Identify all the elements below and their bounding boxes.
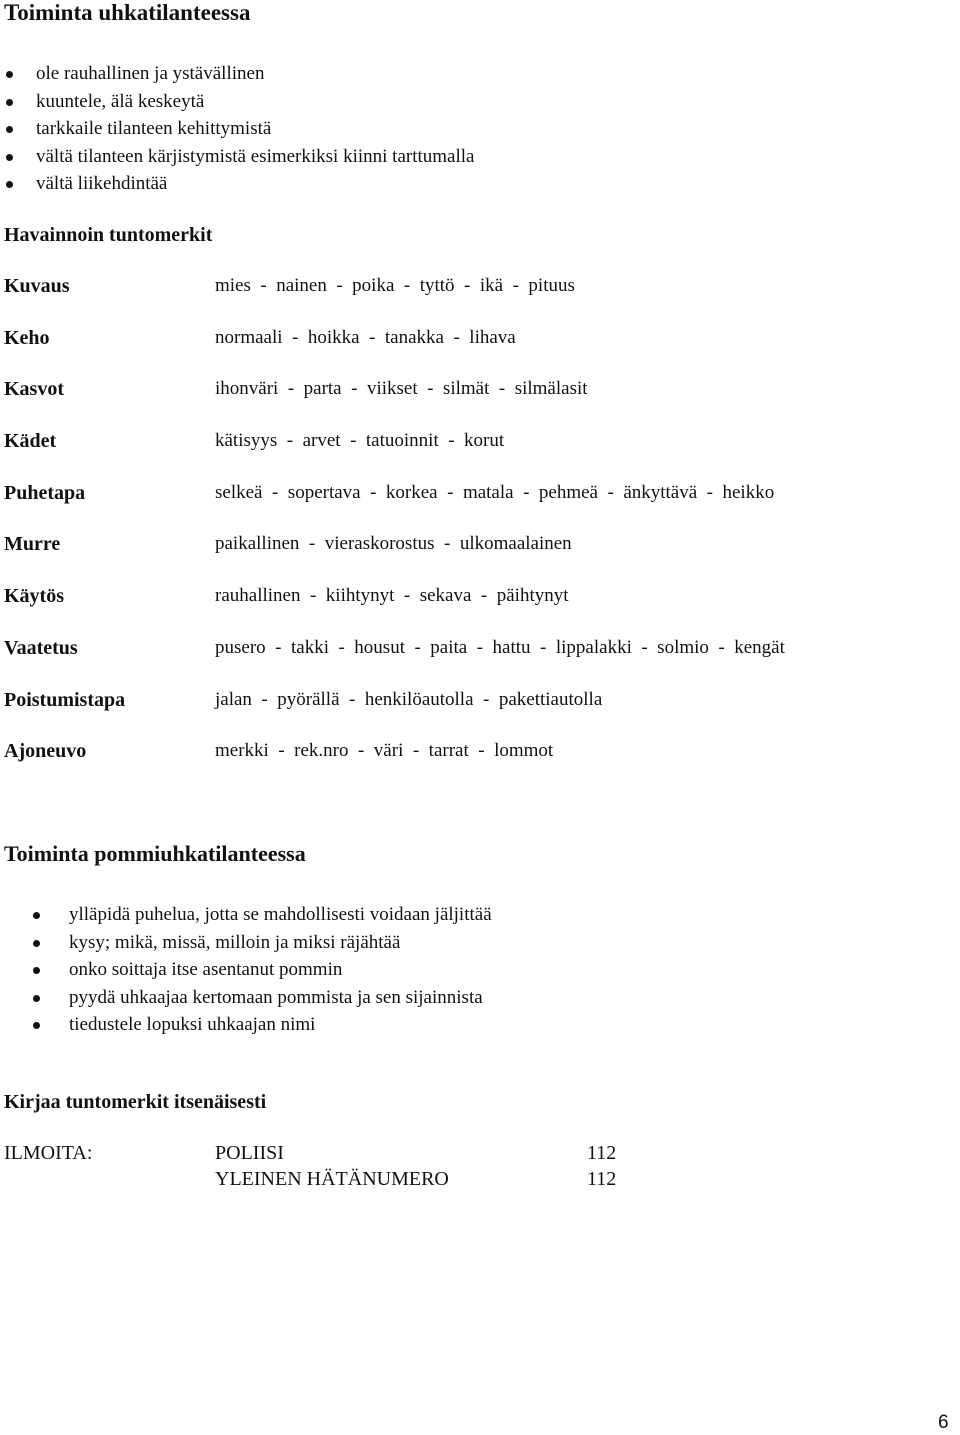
list-item	[36, 60, 474, 88]
bullet-icon	[33, 995, 40, 1002]
row-label: Käytös	[4, 585, 64, 608]
bullet-icon	[33, 940, 40, 947]
row-value: ihonväri - parta - viikset - silmät - silmälasit	[215, 378, 588, 400]
list-item-text: pyydä uhkaajaa kertomaan pommista ja sen sijainnista	[69, 986, 483, 1008]
list-item-text: tarkkaile tilanteen kehittymistä	[36, 118, 272, 139]
list-item-text: onko soittaja itse asentanut pommin	[69, 959, 343, 980]
list-item-text: ole rauhallinen ja ystävällinen	[36, 63, 265, 84]
row-label: Ajoneuvo	[4, 740, 87, 763]
table-row	[0, 737, 960, 789]
row-label: Murre	[4, 533, 61, 556]
list-item-text: kuuntele, älä keskeytä	[36, 90, 205, 112]
list-item	[36, 143, 474, 171]
table-row	[0, 479, 960, 531]
list-item-text: kysy; mikä, missä, milloin ja miksi räjähtää	[69, 931, 401, 953]
bullet-icon	[33, 967, 40, 974]
row-label: Puhetapa	[4, 481, 86, 504]
list-item	[36, 170, 474, 198]
table-row	[0, 427, 960, 479]
row-label: Keho	[4, 326, 50, 349]
notify-number: 112	[587, 1168, 617, 1190]
table-row	[0, 324, 960, 376]
list-item-text: ylläpidä puhelua, jotta se mahdollisesti voidaan jäljittää	[69, 904, 492, 925]
bullet-icon	[33, 1022, 40, 1029]
notify-label: ILMOITA:	[4, 1142, 93, 1164]
row-label: Kuvaus	[4, 275, 70, 297]
notify-name: POLIISI	[215, 1142, 284, 1164]
list-item	[69, 956, 492, 984]
notify-number: 112	[587, 1142, 617, 1164]
bullet-icon	[6, 71, 13, 78]
list-item	[69, 984, 492, 1012]
row-label: Poistumistapa	[4, 688, 126, 711]
row-value: pusero - takki - housut - paita - hattu - lippalakki - solmio - kengät	[215, 636, 785, 658]
bullet-icon	[6, 154, 13, 161]
section-title-observation: Havainnoin tuntomerkit	[4, 224, 213, 246]
row-value: rauhallinen - kiihtynyt - sekava - päihtynyt	[215, 585, 569, 607]
table-row	[0, 582, 960, 634]
bullet-icon	[33, 912, 40, 919]
row-value: normaali - hoikka - tanakka - lihava	[215, 326, 516, 348]
table-row	[0, 530, 960, 582]
bullet-icon	[6, 99, 13, 106]
row-value: paikallinen - vieraskorostus - ulkomaalainen	[215, 533, 572, 555]
table-row	[0, 375, 960, 427]
row-value: kätisyys - arvet - tatuoinnit - korut	[215, 430, 505, 452]
bullet-icon	[6, 181, 13, 188]
row-value: mies - nainen - poika - tyttö - ikä - pituus	[215, 275, 575, 296]
list-item	[69, 929, 492, 957]
bullet-icon	[6, 126, 13, 133]
table-row	[0, 272, 960, 324]
section-title-bomb-threat: Toiminta pommiuhkatilanteessa	[4, 841, 306, 866]
row-value: jalan - pyörällä - henkilöautolla - pakettiautolla	[215, 688, 603, 710]
list-item	[69, 901, 492, 929]
section-title-threat: Toiminta uhkatilanteessa	[4, 0, 251, 25]
notify-name: YLEINEN HÄTÄNUMERO	[215, 1168, 449, 1190]
threat-actions-list	[36, 60, 474, 198]
list-item-text: vältä liikehdintää	[36, 173, 168, 194]
page-number: 6	[938, 1412, 949, 1433]
table-row	[0, 686, 960, 738]
row-value: merkki - rek.nro - väri - tarrat - lommot	[215, 740, 554, 762]
section-title-record: Kirjaa tuntomerkit itsenäisesti	[4, 1091, 267, 1113]
list-item	[36, 88, 474, 116]
table-row	[0, 634, 960, 686]
list-item-text: tiedustele lopuksi uhkaajan nimi	[69, 1014, 316, 1035]
list-item	[36, 115, 474, 143]
bomb-actions-list	[69, 901, 492, 1039]
row-label: Vaatetus	[4, 636, 78, 659]
observation-table	[0, 272, 960, 789]
list-item	[69, 1011, 492, 1039]
row-label: Kasvot	[4, 378, 64, 401]
row-value: selkeä - sopertava - korkea - matala - pehmeä - änkyttävä - heikko	[215, 481, 775, 503]
list-item-text: vältä tilanteen kärjistymistä esimerkiksi kiinni tarttumalla	[36, 145, 475, 167]
row-label: Kädet	[4, 430, 57, 453]
